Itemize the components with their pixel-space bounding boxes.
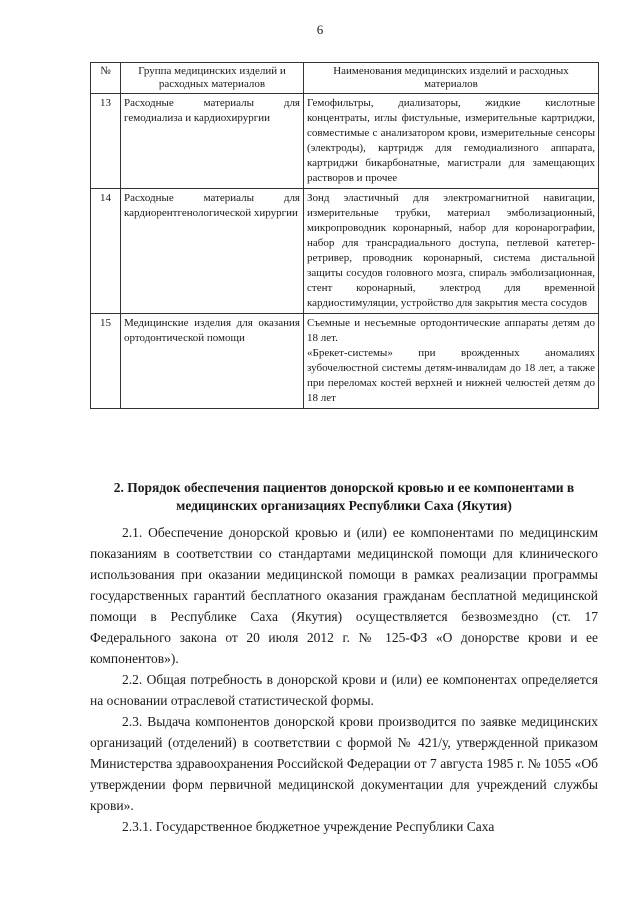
row-group: Медицинские изделия для оказания ортодонтической помощи — [121, 314, 304, 409]
row-number: 13 — [91, 94, 121, 189]
row-group: Расходные материалы для гемодиализа и кардиохирургии — [121, 94, 304, 189]
row-names: Гемофильтры, диализаторы, жидкие кислотные концентраты, иглы фистульные, измерительные картриджи, совместимые с анализатором крови, измерительные сенсоры (электроды), картридж для гемодиализного аппарата, картриджи бикарбонатные, магистрали для замещающих растворов и прочее — [304, 94, 599, 189]
medical-devices-table — [90, 62, 599, 409]
header-number: № — [91, 63, 121, 94]
row-names: Зонд эластичный для электромагнитной навигации, измерительные трубки, материал эмболизационный, микропроводник коронарный, набор для коронарографии, набор для трансрадиального доступа, петлевой катетер-ретривер, проводник коронарный, система дистальной защиты сосудов головного мозга, спираль эмболизационная, стент коронарный, электрод для временной кардиостимуляции, устройство для закрытия места сосудов — [304, 189, 599, 314]
paragraph-2-3-1: 2.3.1. Государственное бюджетное учреждение Республики Саха — [122, 819, 495, 834]
row-group: Расходные материалы для кардиорентгенологической хирургии — [121, 189, 304, 314]
paragraph-2-3: 2.3. Выдача компонентов донорской крови производится по заявке медицинских организаций (отделений) в соответствии с формой № 421/у, утвержденной приказом Министерства здравоохранения Российской Федерации от 7 августа 1985 г. № 1055 «Об утверждении форм первичной медицинской документации для учреждений службы крови». — [90, 714, 598, 813]
row-names — [304, 314, 599, 409]
header-group: Группа медицинских изделий и расходных материалов — [121, 63, 304, 94]
paragraph-2-2: 2.2. Общая потребность в донорской крови и (или) ее компонентах определяется на основании отраслевой статистической формы. — [90, 672, 598, 708]
row-names-line: Съемные и несъемные ортодонтические аппараты детям до 18 лет. — [307, 317, 595, 344]
table-row — [91, 189, 599, 314]
table-header-row — [91, 63, 599, 94]
section-title: 2. Порядок обеспечения пациентов донорской кровью и ее компонентами в медицинских организациях Республики Саха (Якутия) — [113, 480, 575, 513]
body-text — [90, 522, 598, 837]
paragraph-2-1: 2.1. Обеспечение донорской кровью и (или) ее компонентами по медицинским показаниям в соответствии со стандартами медицинской помощи для клинического использования при оказании медицинской помощи в рамках реализации программы государственных гарантий бесплатного оказания гражданам бесплатной медицинской помощи в Республике Саха (Якутия) осуществляется безвозмездно (ст. 17 Федерального закона от 20 июля 2012 г. № 125-ФЗ «О донорстве крови и ее компонентов»). — [90, 525, 598, 666]
table-row — [91, 94, 599, 189]
row-number: 14 — [91, 189, 121, 314]
row-names-line: «Брекет-системы» при врожденных аномалиях зубочелюстной системы детям-инвалидам до 18 лет, а также при переломах костей верхней и нижней челюстей детям до 18 лет — [307, 347, 595, 404]
row-number: 15 — [91, 314, 121, 409]
header-names: Наименования медицинских изделий и расходных материалов — [304, 63, 599, 94]
table-row — [91, 314, 599, 409]
page-number: 6 — [316, 22, 324, 37]
